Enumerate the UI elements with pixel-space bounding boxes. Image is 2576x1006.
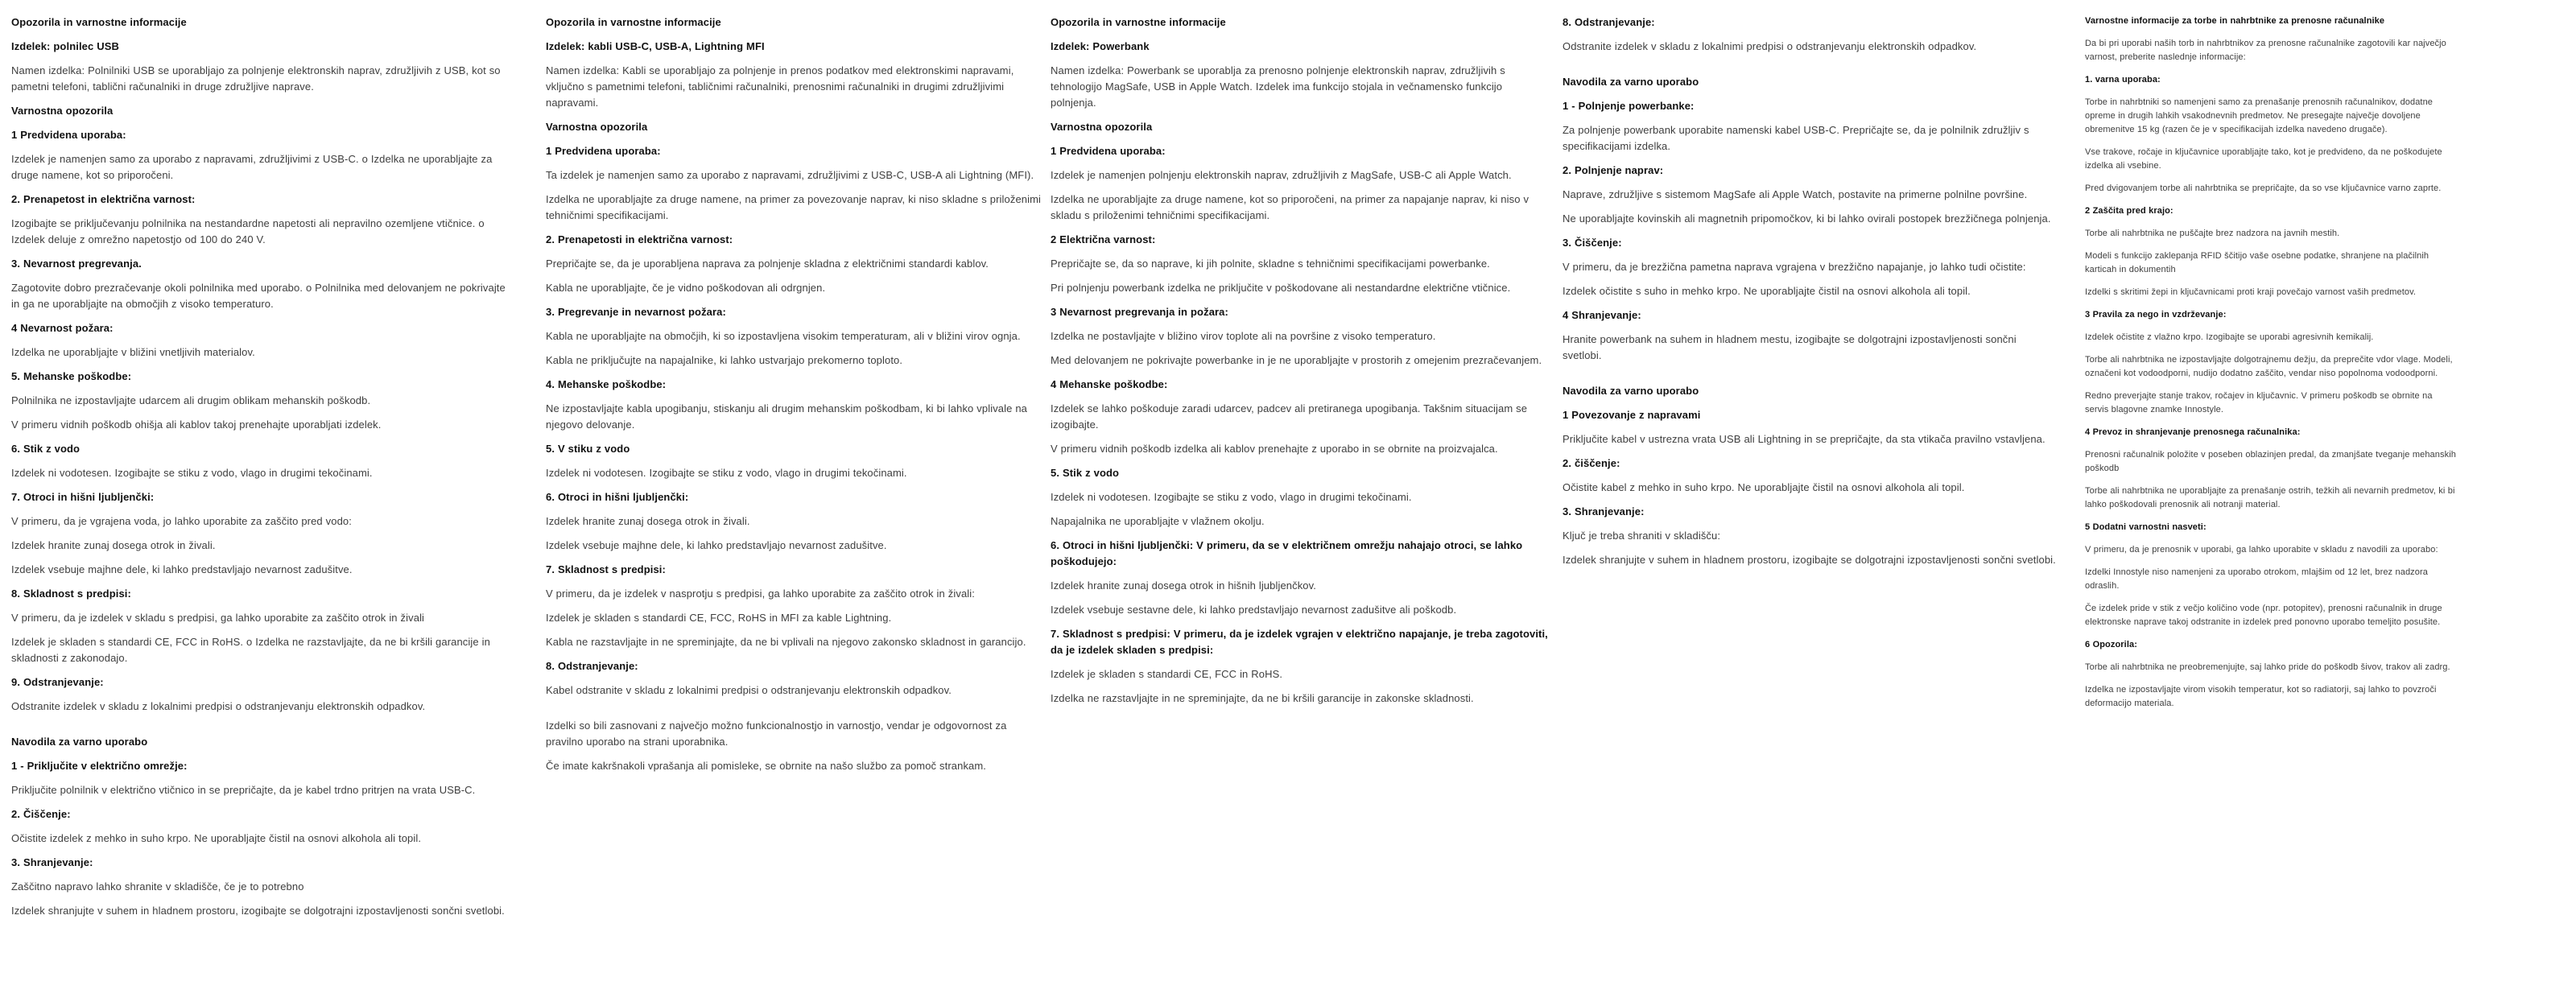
paragraph: Naprave, združljive s sistemom MagSafe ali Apple Watch, postavite na primerne polnilne površine.: [1563, 188, 2028, 200]
paragraph: Izdelek vsebuje majhne dele, ki lahko predstavljajo nevarnost zadušitve.: [546, 539, 887, 551]
paragraph: Priključite kabel v ustrezna vrata USB ali Lightning in se prepričajte, da sta vtikača pravilno vstavljena.: [1563, 433, 2046, 445]
paragraph: Torbe in nahrbtniki so namenjeni samo za prenašanje prenosnih računalnikov, dodatne opreme in drugih lahkih vsakodnevnih predmetov. Ne presegajte največje dovoljene obremenitve 15 kg (razen če je v specifikacijah izdelka navedeno drugače).: [2085, 97, 2434, 134]
section-heading: 2 Električna varnost:: [1051, 233, 1156, 245]
paragraph: Prenosni računalnik položite v poseben oblazinjen predal, da zmanjšate tveganje mehanskih poškodb: [2085, 450, 2456, 473]
section-heading: 5. Stik z vodo: [1051, 467, 1120, 479]
paragraph: V primeru vidnih poškodb izdelka ali kablov prenehajte z uporabo in se obrnite na proizvajalca.: [1051, 443, 1498, 455]
section-heading: 1 Predvidena uporaba:: [546, 145, 661, 157]
paragraph: Izdelka ne postavljajte v bližino virov toplote ali na površine z visoko temperaturo.: [1051, 330, 1436, 342]
paragraph: Pri polnjenju powerbank izdelka ne priključite v poškodovane ali nestandardne električne vtičnice.: [1051, 282, 1511, 294]
section-heading: 3. Pregrevanje in nevarnost požara:: [546, 306, 726, 318]
section-heading: 7. Otroci in hišni ljubljenčki:: [11, 491, 155, 503]
section-heading: 1 Predvidena uporaba:: [11, 129, 126, 141]
paragraph: Izdelek je namenjen polnjenju elektronskih naprav, združljivih z MagSafe, USB-C ali Apple Watch.: [1051, 169, 1512, 181]
section-heading: 8. Odstranjevanje:: [546, 660, 638, 672]
paragraph: Izogibajte se priključevanju polnilnika na nestandardne napetosti ali nepravilno ozemljene vtičnice. o Izdelek deluje z omrežno napetostjo od 100 do 240 V.: [11, 217, 485, 245]
paragraph: Izdelek očistite z vlažno krpo. Izogibajte se uporabi agresivnih kemikalij.: [2085, 332, 2374, 342]
paragraph: Izdelka ne uporabljajte za druge namene, kot so priporočeni, na primer za napajanje naprav, ki niso v skladu s priloženimi tehničnimi specifikacijami.: [1051, 193, 1530, 221]
section-heading: 4. Mehanske poškodbe:: [546, 378, 667, 390]
section-heading: 1 Predvidena uporaba:: [1051, 145, 1166, 157]
paragraph: Odstranite izdelek v skladu z lokalnimi predpisi o odstranjevanju elektronskih odpadkov.: [1563, 40, 1977, 52]
section-heading: 4 Mehanske poškodbe:: [1051, 378, 1168, 390]
paragraph: Odstranite izdelek v skladu z lokalnimi predpisi o odstranjevanju elektronskih odpadkov.: [11, 700, 426, 712]
section-heading: 1 Povezovanje z napravami: [1563, 409, 1701, 421]
paragraph: Izdelka ne uporabljajte za druge namene, na primer za povezovanje naprav, ki niso skladne s priloženimi tehničnimi specifikacijami.: [546, 193, 1042, 221]
paragraph: Ne uporabljajte kovinskih ali magnetnih pripomočkov, ki bi lahko ovirali postopek brezžičnega polnjenja.: [1563, 212, 2051, 225]
paragraph: Izdelek je skladen s standardi CE, FCC in RoHS. o Izdelka ne razstavljajte, da ne bi kršili garancije in skladnosti z zakonodajo.: [11, 636, 490, 664]
section-heading: 7. Skladnost s predpisi: V primeru, da je izdelek vgrajen v električno napajanje, je treba zagotoviti, da je izdelek skladen s predpisi:: [1051, 628, 1548, 656]
section-heading: 3 Pravila za nego in vzdrževanje:: [2085, 310, 2227, 320]
section-heading: 4 Prevoz in shranjevanje prenosnega računalnika:: [2085, 427, 2301, 437]
paragraph: Med delovanjem ne pokrivajte powerbanke in je ne uporabljajte v prostorih z omejenim prezračevanjem.: [1051, 354, 1542, 366]
paragraph: V primeru vidnih poškodb ohišja ali kablov takoj prenehajte uporabljati izdelek.: [11, 418, 382, 431]
paragraph: V primeru, da je izdelek v skladu s predpisi, ga lahko uporabite za zaščito otrok in živali: [11, 612, 425, 624]
paragraph: Kabla ne priključujte na napajalnike, ki lahko ustvarjajo prekomerno toploto.: [546, 354, 903, 366]
paragraph: Očistite izdelek z mehko in suho krpo. Ne uporabljajte čistil na osnovi alkohola ali topil.: [11, 832, 422, 844]
section-heading: 3. Nevarnost pregrevanja.: [11, 258, 142, 270]
section-heading: Varnostna opozorila: [1051, 121, 1153, 133]
paragraph: Izdelek je skladen s standardi CE, FCC in RoHS.: [1051, 668, 1283, 680]
section-heading: 3. Shranjevanje:: [11, 856, 93, 868]
paragraph: Modeli s funkcijo zaklepanja RFID ščitijo vaše osebne podatke, shranjene na plačilnih karticah in dokumentih: [2085, 251, 2429, 274]
paragraph: V primeru, da je brezžična pametna naprava vgrajena v brezžično napajanje, jo lahko tudi očistite:: [1563, 261, 2026, 273]
section-heading: Opozorila in varnostne informacije: [11, 16, 187, 28]
section-heading: 7. Skladnost s predpisi:: [546, 563, 666, 575]
paragraph: Izdelki Innostyle niso namenjeni za uporabo otrokom, mlajšim od 12 let, brez nadzora odraslih.: [2085, 567, 2428, 591]
paragraph: Torbe ali nahrbtnika ne puščajte brez nadzora na javnih mestih.: [2085, 229, 2340, 238]
section-heading: 2. Polnjenje naprav:: [1563, 164, 1664, 176]
paragraph: Hranite powerbank na suhem in hladnem mestu, izogibajte se dolgotrajni izpostavljenosti sončni svetlobi.: [1563, 333, 2017, 361]
paragraph: Izdelek vsebuje sestavne dele, ki lahko predstavljajo nevarnost zadušitve ali poškodb.: [1051, 604, 1457, 616]
paragraph: Izdelek ni vodotesen. Izogibajte se stiku z vodo, vlago in drugimi tekočinami.: [1051, 491, 1412, 503]
section-heading: 2. čiščenje:: [1563, 457, 1620, 469]
paragraph: Izdelek shranjujte v suhem in hladnem prostoru, izogibajte se dolgotrajni izpostavljenosti sončni svetlobi.: [11, 905, 505, 917]
section-heading: Navodila za varno uporabo: [1563, 76, 1699, 88]
column-powerbank-warnings: [1051, 14, 1548, 715]
paragraph: Napajalnika ne uporabljajte v vlažnem okolju.: [1051, 515, 1265, 527]
section-heading: 5. Mehanske poškodbe:: [11, 370, 132, 382]
section-heading: 8. Skladnost s predpisi:: [11, 588, 131, 600]
paragraph: Ne izpostavljajte kabla upogibanju, stiskanju ali drugim mehanskim poškodbam, ki bi lahko vplivale na njegovo delovanje.: [546, 402, 1028, 431]
section-heading: Izdelek: kabli USB-C, USB-A, Lightning MFI: [546, 40, 765, 52]
section-heading: Varnostne informacije za torbe in nahrbtnike za prenosne računalnike: [2085, 16, 2385, 26]
paragraph: V primeru, da je izdelek v nasprotju s predpisi, ga lahko uporabite za zaščito otrok in živali:: [546, 588, 975, 600]
section-heading: Navodila za varno uporabo: [11, 736, 148, 748]
column-powerbank-usage: [1563, 14, 2058, 576]
paragraph: Vse trakove, ročaje in ključavnice uporabljajte tako, kot je predvideno, da ne poškodujete izdelka ali vsebine.: [2085, 147, 2442, 171]
paragraph: Izdelek je namenjen samo za uporabo z napravami, združljivimi z USB-C. o Izdelka ne uporabljajte za druge namene, kot so priporočeni.: [11, 153, 493, 181]
paragraph: V primeru, da je prenosnik v uporabi, ga lahko uporabite v skladu z navodili za uporabo:: [2085, 545, 2438, 555]
paragraph: Za polnjenje powerbank uporabite namenski kabel USB-C. Prepričajte se, da je polnilnik združljiv s specifikacijami izdelka.: [1563, 124, 2029, 152]
section-heading: 9. Odstranjevanje:: [11, 676, 104, 688]
section-heading: 1 - Priključite v električno omrežje:: [11, 760, 188, 772]
section-heading: Izdelek: polnilec USB: [11, 40, 119, 52]
section-heading: 2. Prenapetost in električna varnost:: [11, 193, 196, 205]
section-heading: 1 - Polnjenje powerbanke:: [1563, 100, 1695, 112]
paragraph: Izdelek je skladen s standardi CE, FCC, RoHS in MFI za kable Lightning.: [546, 612, 892, 624]
paragraph: Izdelek vsebuje majhne dele, ki lahko predstavljajo nevarnost zadušitve.: [11, 563, 353, 575]
paragraph: Zagotovite dobro prezračevanje okoli polnilnika med uporabo. o Polnilnika med delovanjem ne pokrivajte in ga ne uporabljajte na območjih z visoko temperaturo.: [11, 282, 506, 310]
column-usb-charger-warnings: [11, 14, 509, 927]
paragraph: Pred dvigovanjem torbe ali nahrbtnika se prepričajte, da so vse ključavnice varno zaprte.: [2085, 183, 2442, 193]
paragraph: Namen izdelka: Powerbank se uporablja za prenosno polnjenje elektronskih naprav, združljivih s tehnologijo MagSafe, USB in Apple Watch. Izdelek ima funkcijo stojala in večnamensko funkcijo polnjenja.: [1051, 64, 1505, 109]
paragraph: Izdelek se lahko poškoduje zaradi udarcev, padcev ali pretiranega upogibanja. Takšnim situacijam se izogibajte.: [1051, 402, 1528, 431]
paragraph: Priključite polnilnik v električno vtičnico in se prepričajte, da je kabel trdno pritrjen na vrata USB-C.: [11, 784, 476, 796]
paragraph: Če imate kakršnakoli vprašanja ali pomisleke, se obrnite na našo službo za pomoč strankam.: [546, 760, 987, 772]
paragraph: Izdelek hranite zunaj dosega otrok in živali.: [11, 539, 216, 551]
paragraph: V primeru, da je vgrajena voda, jo lahko uporabite za zaščito pred vodo:: [11, 515, 352, 527]
paragraph: Izdelek ni vodotesen. Izogibajte se stiku z vodo, vlago in drugimi tekočinami.: [11, 467, 373, 479]
paragraph: Izdelek shranjujte v suhem in hladnem prostoru, izogibajte se dolgotrajni izpostavljenosti sončni svetlobi.: [1563, 554, 2056, 566]
paragraph: Izdelka ne izpostavljajte virom visokih temperatur, kot so radiatorji, saj lahko to povzroči deformacijo materiala.: [2085, 685, 2437, 708]
paragraph: Torbe ali nahrbtnika ne izpostavljajte dolgotrajnemu dežju, da preprečite vdor vlage. Modeli, označeni kot vodoodporni, nudijo dodatno zaščito, vendar niso popolnoma vodoodporni.: [2085, 355, 2453, 378]
section-heading: 6 Opozorila:: [2085, 640, 2137, 649]
paragraph: Da bi pri uporabi naših torb in nahrbtnikov za prenosne računalnike zagotovili kar največjo varnost, preberite naslednje informacije:: [2085, 39, 2446, 62]
section-heading: 8. Odstranjevanje:: [1563, 16, 1655, 28]
section-heading: 2 Zaščita pred krajo:: [2085, 206, 2174, 216]
section-heading: Opozorila in varnostne informacije: [1051, 16, 1226, 28]
paragraph: Kabla ne uporabljajte, če je vidno poškodovan ali odrgnjen.: [546, 282, 826, 294]
section-heading: 3. Čiščenje:: [1563, 237, 1622, 249]
paragraph: Izdelek ni vodotesen. Izogibajte se stiku z vodo, vlago in drugimi tekočinami.: [546, 467, 907, 479]
section-heading: 2. Čiščenje:: [11, 808, 71, 820]
section-heading: 2. Prenapetosti in električna varnost:: [546, 233, 733, 245]
paragraph: Kabla ne uporabljajte na območjih, ki so izpostavljena visokim temperaturam, ali v bližini virov ognja.: [546, 330, 1021, 342]
section-heading: 6. Stik z vodo: [11, 443, 80, 455]
section-heading: 4 Nevarnost požara:: [11, 322, 114, 334]
column-laptop-bags-safety: [2085, 14, 2457, 719]
paragraph: Kabel odstranite v skladu z lokalnimi predpisi o odstranjevanju elektronskih odpadkov.: [546, 684, 952, 696]
paragraph: Izdelki so bili zasnovani z največjo možno funkcionalnostjo in varnostjo, vendar je odgovornost za pravilno uporabo na strani uporabnika.: [546, 719, 1007, 748]
section-heading: 3. Shranjevanje:: [1563, 505, 1645, 517]
paragraph: Izdelki s skritimi žepi in ključavnicami proti kraji povečajo varnost vaših predmetov.: [2085, 287, 2417, 297]
section-heading: 6. Otroci in hišni ljubljenčki: V primeru, da se v električnem omrežju nahajajo otroci, se lahko poškodujejo:: [1051, 539, 1523, 567]
section-heading: 4 Shranjevanje:: [1563, 309, 1641, 321]
section-heading: Opozorila in varnostne informacije: [546, 16, 721, 28]
section-heading: 1. varna uporaba:: [2085, 75, 2161, 85]
paragraph: Izdelka ne razstavljajte in ne spreminjajte, da ne bi kršili garancije in zakonske skladnosti.: [1051, 692, 1474, 704]
section-heading: 5 Dodatni varnostni nasveti:: [2085, 522, 2207, 532]
paragraph: Zaščitno napravo lahko shranite v skladišče, če je to potrebno: [11, 880, 304, 893]
paragraph: Prepričajte se, da so naprave, ki jih polnite, skladne s tehničnimi specifikacijami powerbanke.: [1051, 258, 1490, 270]
section-heading: 6. Otroci in hišni ljubljenčki:: [546, 491, 689, 503]
paragraph: Če izdelek pride v stik z večjo količino vode (npr. potopitev), prenosni računalnik in druge elektronske naprave takoj odstranite in izdelek pred ponovno uporabo temeljito posušite.: [2085, 604, 2442, 627]
paragraph: Izdelek očistite s suho in mehko krpo. Ne uporabljajte čistil na osnovi alkohola ali topil.: [1563, 285, 1971, 297]
section-heading: Navodila za varno uporabo: [1563, 385, 1699, 397]
paragraph: Namen izdelka: Kabli se uporabljajo za polnjenje in prenos podatkov med elektronskimi napravami, vključno s pametnimi telefoni, tabličnimi računalniki, prenosnimi računalniki in drugimi združljivimi napravami.: [546, 64, 1014, 109]
column-cables-warnings: [546, 14, 1043, 782]
section-heading: Varnostna opozorila: [546, 121, 648, 133]
paragraph: Očistite kabel z mehko in suho krpo. Ne uporabljajte čistil na osnovi alkohola ali topil.: [1563, 481, 1965, 493]
paragraph: Kabla ne razstavljajte in ne spreminjajte, da ne bi vplivali na njegovo zakonsko skladnost in garancijo.: [546, 636, 1026, 648]
paragraph: Izdelek hranite zunaj dosega otrok in hišnih ljubljenčkov.: [1051, 579, 1316, 592]
paragraph: Polnilnika ne izpostavljajte udarcem ali drugim oblikam mehanskih poškodb.: [11, 394, 371, 406]
paragraph: Ta izdelek je namenjen samo za uporabo z napravami, združljivimi z USB-C, USB-A ali Lightning (MFI).: [546, 169, 1034, 181]
paragraph: Torbe ali nahrbtnika ne uporabljajte za prenašanje ostrih, težkih ali nevarnih predmetov, ki bi lahko poškodovali prenosnik ali notranji material.: [2085, 486, 2455, 509]
paragraph: Redno preverjajte stanje trakov, ročajev in ključavnic. V primeru poškodb se obrnite na servis blagovne znamke Innostyle.: [2085, 391, 2433, 414]
paragraph: Ključ je treba shraniti v skladišču:: [1563, 530, 1721, 542]
paragraph: Torbe ali nahrbtnika ne preobremenjujte, saj lahko pride do poškodb šivov, trakov ali zadrg.: [2085, 662, 2450, 672]
paragraph: Namen izdelka: Polnilniki USB se uporabljajo za polnjenje elektronskih naprav, združljivih z USB, kot so pametni telefoni, tablični računalniki in druge združljive naprave.: [11, 64, 501, 93]
paragraph: Prepričajte se, da je uporabljena naprava za polnjenje skladna z električnimi standardi kablov.: [546, 258, 989, 270]
paragraph: Izdelek hranite zunaj dosega otrok in živali.: [546, 515, 750, 527]
section-heading: 3 Nevarnost pregrevanja in požara:: [1051, 306, 1228, 318]
section-heading: Varnostna opozorila: [11, 105, 114, 117]
section-heading: Izdelek: Powerbank: [1051, 40, 1150, 52]
section-heading: 5. V stiku z vodo: [546, 443, 630, 455]
paragraph: Izdelka ne uporabljajte v bližini vnetljivih materialov.: [11, 346, 255, 358]
